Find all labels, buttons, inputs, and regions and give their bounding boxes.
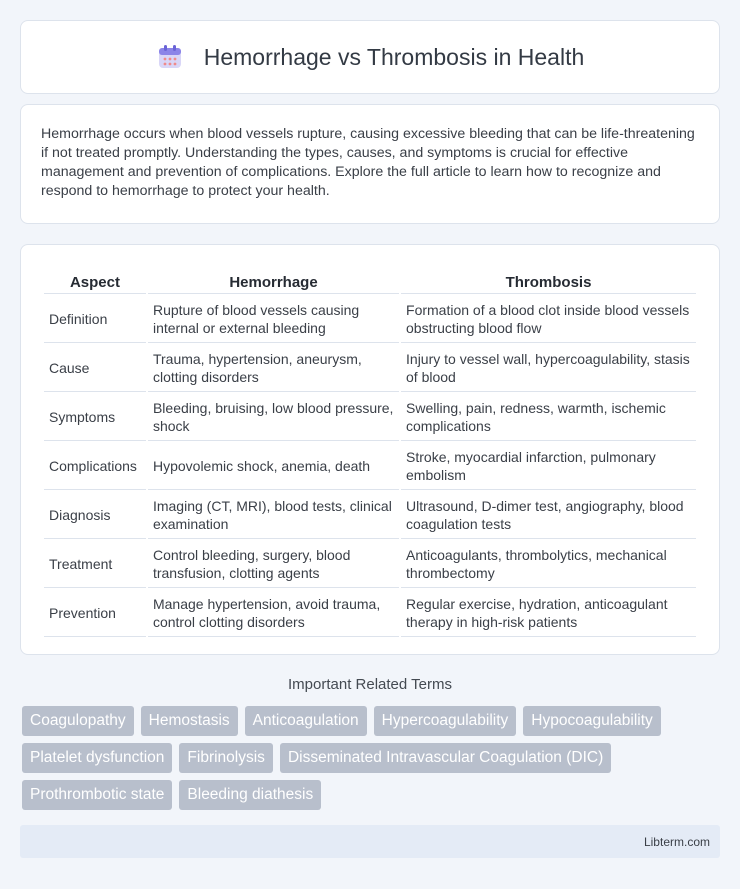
tag-platelet-dysfunction[interactable]: Platelet dysfunction (22, 743, 172, 773)
header-hemorrhage: Hemorrhage (148, 267, 399, 294)
table-row (44, 541, 696, 588)
table-row (44, 296, 696, 343)
table-row (44, 394, 696, 441)
tag-dic[interactable]: Disseminated Intravascular Coagulation (DIC) (280, 743, 611, 773)
comparison-card (20, 244, 720, 655)
table-header-row (44, 267, 696, 294)
calendar-icon (156, 43, 184, 71)
tag-hypocoagulability[interactable]: Hypocoagulability (523, 706, 661, 736)
thrombosis-cell: Regular exercise, hydration, anticoagulant therapy in high-risk patients (401, 590, 696, 637)
table-row (44, 443, 696, 490)
aspect-cell: Complications (44, 443, 146, 490)
footer-link[interactable]: Libterm.com (643, 834, 710, 849)
comparison-table (42, 265, 698, 639)
tag-bleeding-diathesis[interactable]: Bleeding diathesis (179, 780, 321, 810)
aspect-cell: Cause (44, 345, 146, 392)
hemorrhage-cell: Hypovolemic shock, anemia, death (148, 443, 399, 490)
table-row (44, 492, 696, 539)
hemorrhage-cell: Imaging (CT, MRI), blood tests, clinical examination (148, 492, 399, 539)
header-thrombosis: Thrombosis (401, 267, 696, 294)
hemorrhage-cell: Manage hypertension, avoid trauma, control clotting disorders (148, 590, 399, 637)
tag-hypercoagulability[interactable]: Hypercoagulability (374, 706, 517, 736)
header (156, 43, 585, 71)
footer (20, 825, 720, 858)
intro-text: Hemorrhage occurs when blood vessels rupture, causing excessive bleeding that can be life-threatening if not treated promptly. Understanding the types, causes, and symptoms is crucial for effective management and prevention of complications. Explore the full article to learn how to recognize and respond to hemorrhage to protect your health. (41, 126, 695, 199)
table-row (44, 590, 696, 637)
tag-hemostasis[interactable]: Hemostasis (141, 706, 238, 736)
tag-row (22, 743, 722, 773)
table-row (44, 345, 696, 392)
tag-coagulopathy[interactable]: Coagulopathy (22, 706, 134, 736)
thrombosis-cell: Stroke, myocardial infarction, pulmonary embolism (401, 443, 696, 490)
tag-prothrombotic-state[interactable]: Prothrombotic state (22, 780, 172, 810)
thrombosis-cell: Ultrasound, D-dimer test, angiography, blood coagulation tests (401, 492, 696, 539)
aspect-cell: Symptoms (44, 394, 146, 441)
aspect-cell: Prevention (44, 590, 146, 637)
tag-row (22, 706, 722, 736)
related-terms (22, 706, 722, 817)
aspect-cell: Treatment (44, 541, 146, 588)
tag-anticoagulation[interactable]: Anticoagulation (245, 706, 367, 736)
tag-fibrinolysis[interactable]: Fibrinolysis (179, 743, 273, 773)
aspect-cell: Definition (44, 296, 146, 343)
related-terms-title: Important Related Terms (288, 676, 452, 693)
tag-row (22, 780, 722, 810)
header-aspect: Aspect (44, 267, 146, 294)
page-title: Hemorrhage vs Thrombosis in Health (203, 43, 585, 70)
hemorrhage-cell: Control bleeding, surgery, blood transfusion, clotting agents (148, 541, 399, 588)
hemorrhage-cell: Bleeding, bruising, low blood pressure, shock (148, 394, 399, 441)
intro-card (20, 104, 720, 224)
aspect-cell: Diagnosis (44, 492, 146, 539)
thrombosis-cell: Injury to vessel wall, hypercoagulability, stasis of blood (401, 345, 696, 392)
hemorrhage-cell: Rupture of blood vessels causing internal or external bleeding (148, 296, 399, 343)
thrombosis-cell: Swelling, pain, redness, warmth, ischemic complications (401, 394, 696, 441)
header-card (20, 20, 720, 94)
thrombosis-cell: Anticoagulants, thrombolytics, mechanical thrombectomy (401, 541, 696, 588)
thrombosis-cell: Formation of a blood clot inside blood vessels obstructing blood flow (401, 296, 696, 343)
hemorrhage-cell: Trauma, hypertension, aneurysm, clotting disorders (148, 345, 399, 392)
